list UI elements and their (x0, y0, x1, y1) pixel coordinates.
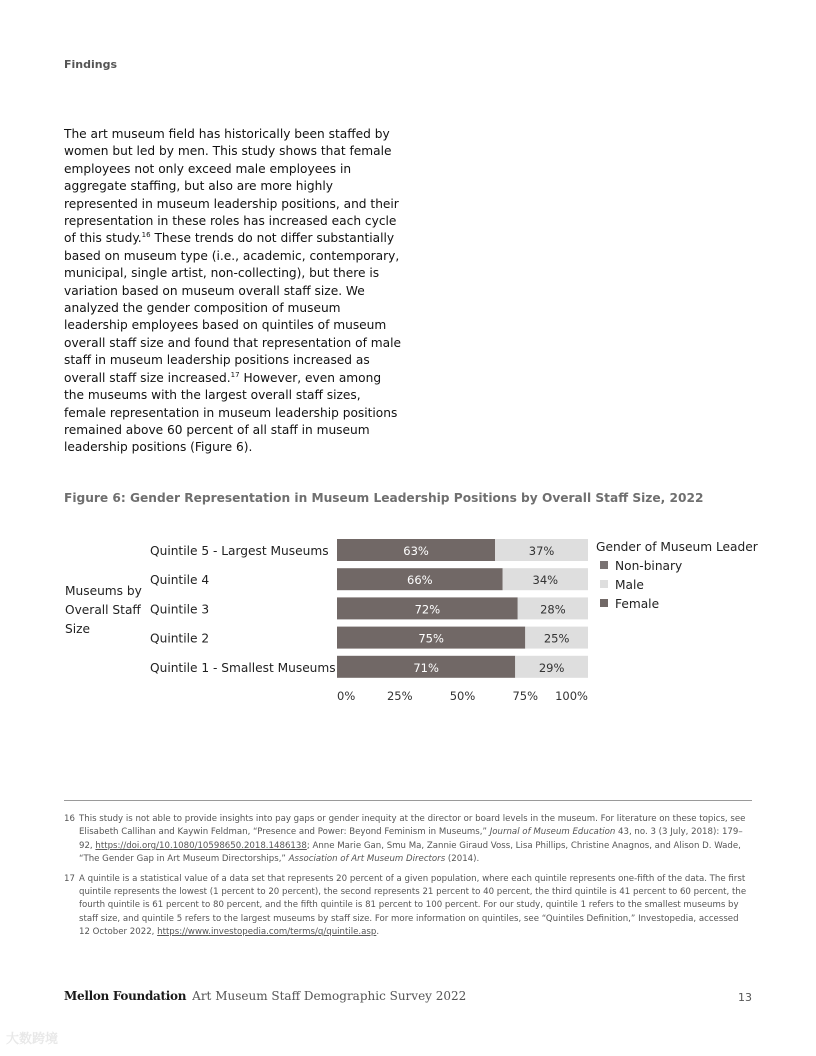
data-label-female: 63% (403, 544, 429, 558)
data-label-male: 25% (543, 631, 570, 646)
x-tick-label: 100% (555, 689, 588, 703)
data-label-female: 66% (407, 573, 433, 588)
footnote-text (79, 813, 752, 867)
x-tick-label: 0% (337, 689, 356, 703)
footnote-ref-16[interactable]: 16 (141, 231, 151, 240)
category-label: Quintile 2 (150, 631, 210, 646)
doi-link[interactable]: https://doi.org/10.1080/10598650.2018.1486138 (95, 840, 307, 851)
footnote-text (79, 873, 752, 940)
figure-title: Figure 6: Gender Representation in Museum Leadership Positions by Overall Staff Size, 2022 (64, 491, 704, 505)
journal-title: Association of Art Museum Directors (288, 854, 446, 865)
legend-label: Non-binary (615, 559, 683, 573)
data-label-male: 37% (528, 544, 555, 558)
y-axis-label: Size (65, 622, 91, 636)
footer-title: Art Museum Staff Demographic Survey 2022 (192, 989, 467, 1003)
data-label-female: 72% (414, 602, 441, 617)
footnote-16 (64, 813, 752, 867)
legend-swatch (600, 561, 608, 569)
category-label: Quintile 3 (150, 602, 210, 617)
legend-title: Gender of Museum Leader (596, 540, 758, 554)
legend-swatch (600, 580, 608, 588)
body-text-part-2: These trends do not differ substantially based on museum type (i.e., academic, contemporary, municipal, single artist, non-collecting), but there is variation based on museum overall staff size. We analyzed the gender composition of museum leadership employees based on quintiles of museum overall staff size and found that representation of male staff in museum leadership positions increased as overall staff size increased. (64, 231, 402, 385)
body-text-part-1: The art museum field has historically been staffed by women but led by men. This study shows that female employees not only exceed male employees in aggregate staffing, but also are more highly represented in museum leadership positions, and their representation in these roles has increased each cycle of this study. (64, 127, 399, 246)
y-axis-label: Overall Staff (65, 603, 141, 617)
legend-label: Female (615, 597, 660, 611)
journal-title: Journal of Museum Education (489, 827, 616, 838)
footer-org: Mellon Foundation (64, 989, 187, 1003)
data-label-male: 34% (532, 573, 559, 588)
x-tick-label: 50% (449, 689, 476, 703)
footnote-text-part: (2014). (445, 854, 480, 865)
category-label: Quintile 4 (150, 573, 210, 588)
footnote-text-part: This study is not able to provide insights into pay gaps or gender inequity at the director or board levels in the museum. For literature on these topics, see Elisabeth Callihan and Kaywin Feldman, “Presence and Power: Beyond Feminism in Museums,” (79, 814, 746, 838)
legend-swatch (600, 599, 608, 607)
footnote-text-part: A quintile is a statistical value of a data set that represents 20 percent of a given population, where each quintile represents one-fifth of the data. The first quintile represents the lowest (1 percent to 20 percent), the second represents 21 percent to 40 percent, the third quintile is 41 percent to 60 percent, the fourth quintile is 61 percent to 80 percent, and the fifth quintile is 81 percent to 100 percent. For our study, quintile 1 refers to the smallest museums by staff size, and quintile 5 refers to the largest museums by staff size. For more information on quintiles, see “Quintiles Definition,” Investopedia, accessed 12 October 2022, (79, 873, 747, 938)
watermark: 大数跨境 (6, 1032, 59, 1047)
data-label-female: 71% (413, 660, 439, 675)
data-label-male: 29% (538, 660, 565, 675)
data-label-male: 28% (540, 602, 566, 617)
investopedia-link[interactable]: https://www.investopedia.com/terms/q/quintile.asp (157, 927, 377, 938)
data-label-female: 75% (418, 631, 444, 646)
footnote-number: 17 (64, 873, 75, 884)
section-label: Findings (64, 58, 118, 71)
legend-label: Male (615, 578, 644, 592)
footnote-text-part: 43, no. 3 (3 July, 2018): 179–92, (79, 827, 743, 851)
footer (64, 989, 466, 1003)
footnote-17 (64, 873, 752, 940)
footnote-text-part: ; Anne Marie Gan, Smu Ma, Zannie Giraud Voss, Lisa Phillips, Christine Anagnos, and Alison D. Wade, “The Gender Gap in Art Museum Directorships,” (79, 840, 741, 865)
x-tick-label: 75% (512, 689, 539, 703)
body-text-part-3: However, even among the museums with the largest overall staff sizes, female representation in museum leadership positions remained above 60 percent of all staff in museum leadership positions (Figure 6). (64, 370, 398, 455)
y-axis-label: Museums by (65, 584, 142, 598)
footnote-text-part: . (376, 927, 380, 938)
page-number: 13 (738, 991, 752, 1004)
category-label: Quintile 5 - Largest Museums (150, 544, 329, 558)
footnotes (64, 800, 752, 946)
category-label: Quintile 1 - Smallest Museums (150, 660, 336, 675)
x-tick-label: 25% (386, 689, 413, 703)
footnote-number: 16 (64, 814, 75, 824)
footnote-ref-17[interactable]: 17 (230, 370, 240, 379)
